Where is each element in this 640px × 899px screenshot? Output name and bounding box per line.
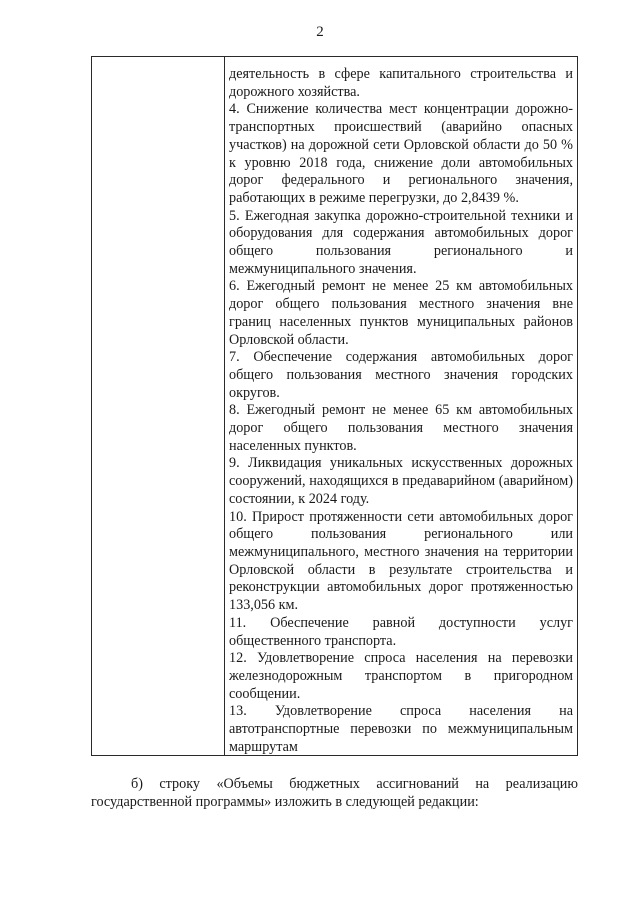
table-paragraph: 10. Прирост протяженности сети автомобильных дорог общего пользования регионального или межмуниципального, местного значения на территории Орловской области в результате строительства и реконструкции автомобильных дорог протяженностью 133,056 км. [229, 508, 573, 614]
table-column-divider [224, 57, 225, 755]
table-left-cell [92, 57, 224, 755]
table-paragraph: 9. Ликвидация уникальных искусственных дорожных сооружений, находящихся в предаварийном (аварийном) состоянии, к 2024 году. [229, 455, 573, 507]
table-right-cell [229, 66, 573, 756]
table-paragraph: 5. Ежегодная закупка дорожно-строительной техники и оборудования для содержания автомобильных дорог общего пользования регионального и межмуниципального значения. [229, 207, 573, 277]
table-paragraph: 7. Обеспечение содержания автомобильных дорог общего пользования местного значения городских округов. [229, 349, 573, 401]
table-paragraph: 11. Обеспечение равной доступности услуг общественного транспорта. [229, 614, 573, 649]
table-paragraph: деятельность в сфере капитального строительства и дорожного хозяйства. [229, 66, 573, 100]
page-number: 2 [316, 24, 324, 40]
program-table [91, 56, 578, 756]
table-paragraph: 12. Удовлетворение спроса населения на перевозки железнодорожным транспортом в пригородном сообщении. [229, 650, 573, 702]
table-paragraph: 6. Ежегодный ремонт не менее 25 км автомобильных дорог общего пользования местного значения вне границ населенных пунктов муниципальных районов Орловской области. [229, 278, 573, 348]
table-paragraph: 13. Удовлетворение спроса населения на автотранспортные перевозки по межмуниципальным маршрутам [229, 703, 573, 755]
table-paragraph: 8. Ежегодный ремонт не менее 65 км автомобильных дорог общего пользования местного значения населенных пунктов. [229, 402, 573, 454]
body-paragraph: б) строку «Объемы бюджетных ассигнований на реализацию государственной программы» изложить в следующей редакции: [91, 776, 578, 810]
table-paragraph: 4. Снижение количества мест концентрации дорожно-транспортных происшествий (аварийно опасных участков) на дорожной сети Орловской области до 50 % к уровню 2018 года, снижение доли автомобильных дорог федерального и регионального значения, работающих в режиме перегрузки, до 2,8439 %. [229, 101, 573, 206]
